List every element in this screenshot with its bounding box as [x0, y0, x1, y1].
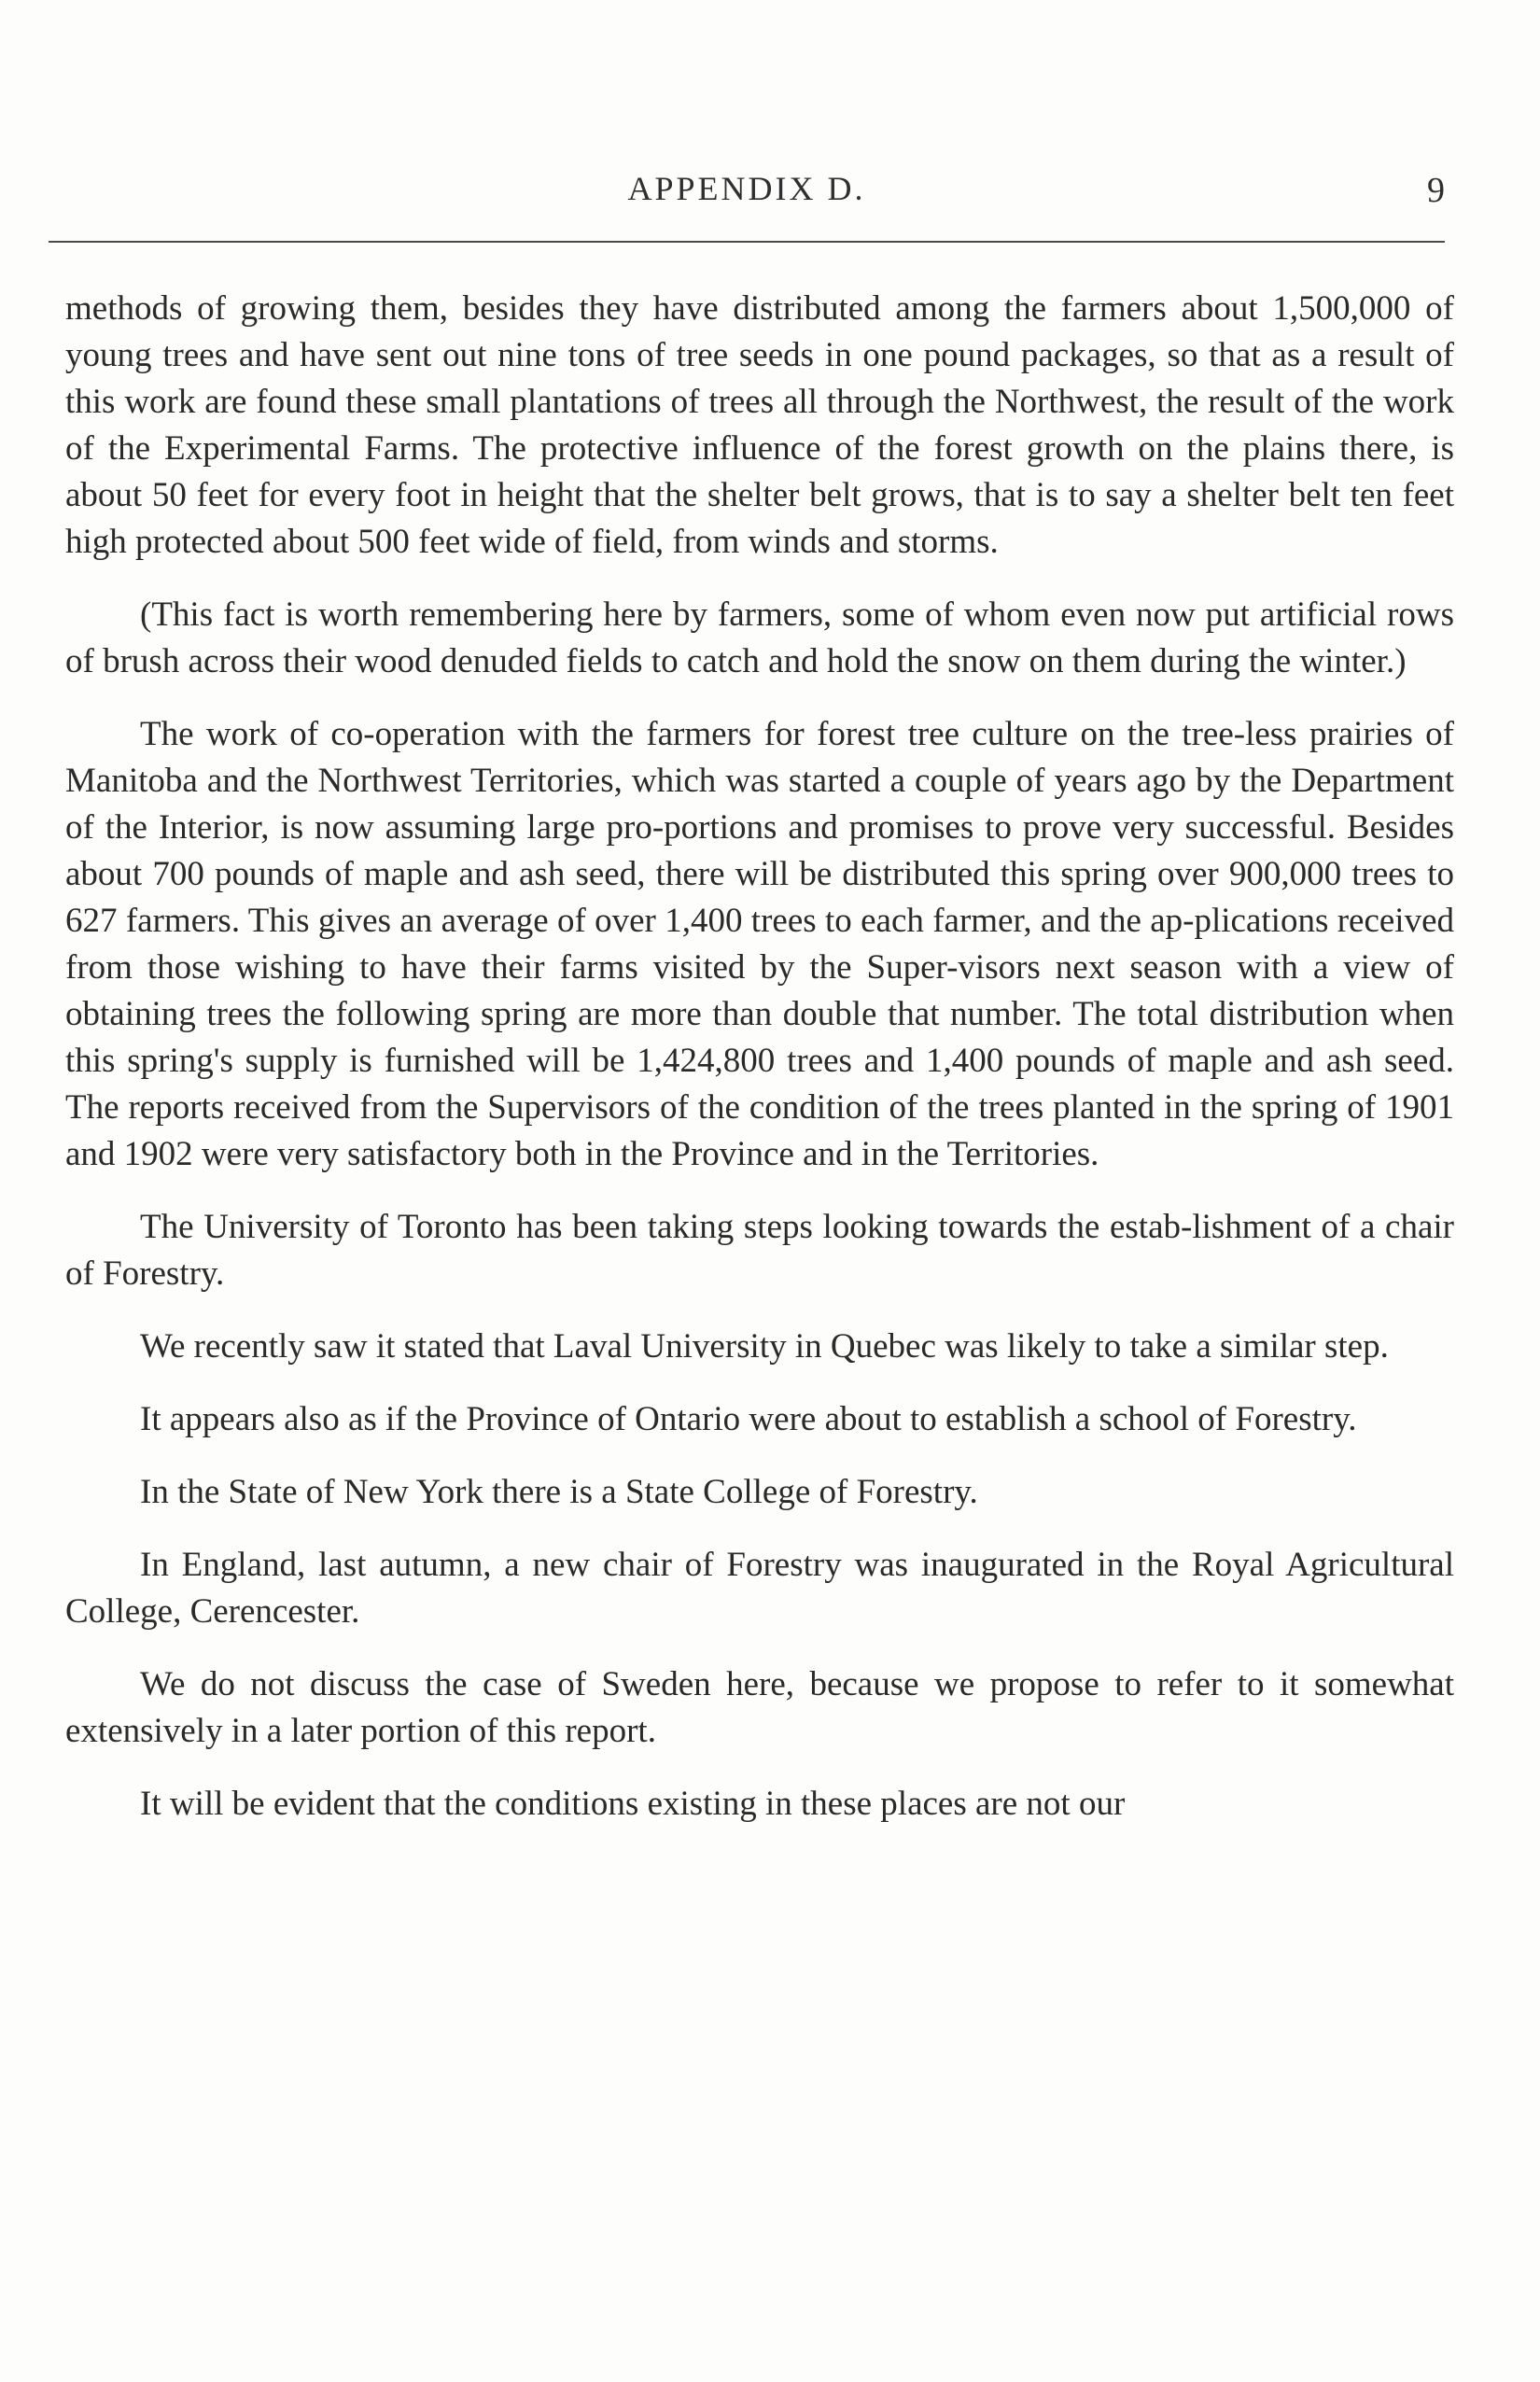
body-text — [65, 286, 1454, 1828]
paragraph-1: methods of growing them, besides they have distributed among the farmers about 1,500,000 of young trees and have sent out nine tons of tree seeds in one pound packages, so that as a result of this work are found these small plantations of trees all through the Northwest, the result of the work of the Experimental Farms. The protective influence of the forest growth on the plains there, is about 50 feet for every foot in height that the shelter belt grows, that is to say a shelter belt ten feet high protected about 500 feet wide of field, from winds and storms. — [65, 289, 1454, 561]
paragraph-9: We do not discuss the case of Sweden here, because we propose to refer to it somewhat extensively in a later portion of this report. — [65, 1665, 1454, 1750]
header-rule — [49, 241, 1445, 243]
paragraph-2: (This fact is worth remembering here by farmers, some of whom even now put artificial rows of brush across their wood denuded fields to catch and hold the snow on them during the winter.) — [65, 596, 1454, 680]
paragraph-10: It will be evident that the conditions existing in these places are not our — [140, 1785, 1126, 1823]
page-number: 9 — [1427, 171, 1445, 210]
paragraph-7: In the State of New York there is a State College of Forestry. — [140, 1473, 978, 1511]
page-header — [49, 166, 1445, 233]
running-head: APPENDIX D. — [627, 170, 866, 207]
paragraph-4: The University of Toronto has been taking steps looking towards the estab-lishment of a chair of Forestry. — [65, 1208, 1454, 1293]
paragraph-6: It appears also as if the Province of Ontario were about to establish a school of Forestry. — [140, 1400, 1357, 1438]
paragraph-8: In England, last autumn, a new chair of Forestry was inaugurated in the Royal Agricultural College, Cerencester. — [65, 1546, 1454, 1631]
paragraph-5: We recently saw it stated that Laval University in Quebec was likely to take a similar step. — [140, 1327, 1389, 1366]
paragraph-3: The work of co-operation with the farmers for forest tree culture on the tree-less prairies of Manitoba and the Northwest Territories, which was started a couple of years ago by the Department of the Interior, is now assuming large pro-portions and promises to prove very successful. Besides about 700 pounds of maple and ash seed, there will be distributed this spring over 900,000 trees to 627 farmers. This gives an average of over 1,400 trees to each farmer, and the ap-plications received from those wishing to have their farms visited by the Super-visors next season with a view of obtaining trees the following spring are more than double that number. The total distribution when this spring's supply is furnished will be 1,424,800 trees and 1,400 pounds of maple and ash seed. The reports received from the Supervisors of the condition of the trees planted in the spring of 1901 and 1902 were very satisfactory both in the Province and in the Territories. — [65, 715, 1454, 1173]
